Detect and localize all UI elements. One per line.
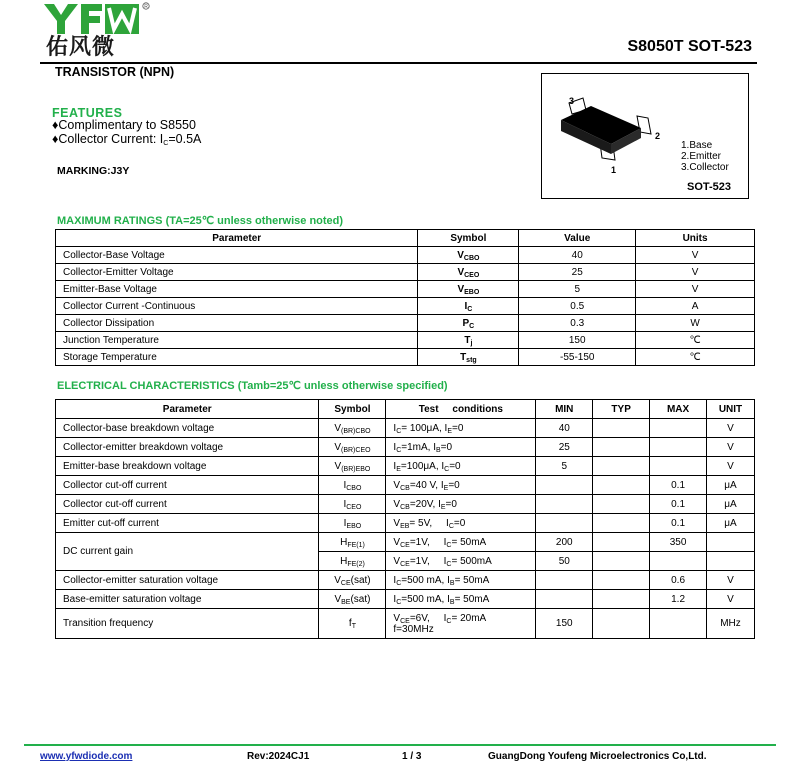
test-conditions-cell: $V_{CE}=1V$, $I_C= 500mA$ — [386, 552, 536, 571]
table-row — [56, 514, 755, 533]
package-name: SOT-523 — [687, 181, 732, 193]
company-name: GuangDong Youfeng Microelectronics Co,Ltd. — [488, 751, 707, 762]
symbol-cell: $V_{CE}(sat)$ — [319, 571, 386, 590]
table-row — [56, 571, 755, 590]
min-cell: 5 — [536, 457, 593, 476]
column-header: Units — [636, 230, 755, 247]
max-cell: 0.1 — [650, 514, 707, 533]
table-row — [56, 609, 755, 639]
max-cell — [650, 438, 707, 457]
min-cell: 150 — [536, 609, 593, 639]
max-cell: 0.6 — [650, 571, 707, 590]
pin-legend-collector: 3.Collector — [681, 162, 729, 173]
table-row — [56, 298, 755, 315]
unit-cell — [707, 533, 755, 552]
typ-cell — [593, 514, 650, 533]
column-header: UNIT — [707, 400, 755, 419]
typ-cell — [593, 590, 650, 609]
parameter-cell: Storage Temperature — [56, 349, 418, 366]
column-header: Parameter — [56, 230, 418, 247]
test-conditions-cell: $I_C= 100\mu A$, $I_E=0$ — [386, 419, 536, 438]
symbol-cell: $f_T$ — [319, 609, 386, 639]
unit-cell: μA — [707, 476, 755, 495]
min-cell: 40 — [536, 419, 593, 438]
parameter-cell: Collector Dissipation — [56, 315, 418, 332]
symbol-cell: $P_C$ — [418, 315, 519, 332]
symbol-cell: $V_{EBO}$ — [418, 281, 519, 298]
revision: Rev:2024CJ1 — [247, 751, 310, 762]
symbol-cell: $V_{CBO}$ — [418, 247, 519, 264]
page-number: 1 / 3 — [402, 751, 422, 762]
parameter-cell: Junction Temperature — [56, 332, 418, 349]
min-cell — [536, 495, 593, 514]
symbol-cell: $V_{(BR)CBO}$ — [319, 419, 386, 438]
symbol-cell: $T_{stg}$ — [418, 349, 519, 366]
test-conditions-cell: $I_C=1mA$, $I_B=0$ — [386, 438, 536, 457]
typ-cell — [593, 438, 650, 457]
symbol-cell: $T_j$ — [418, 332, 519, 349]
symbol-cell: $V_{CEO}$ — [418, 264, 519, 281]
value-cell: 0.3 — [519, 315, 636, 332]
symbol-cell: $V_{(BR)CEO}$ — [319, 438, 386, 457]
column-header: MAX — [650, 400, 707, 419]
symbol-cell: $I_{CEO}$ — [319, 495, 386, 514]
unit-cell: V — [636, 264, 755, 281]
test-conditions-cell: $V_{CE}=6V$, $I_C= 20mA$ f=30MHz — [386, 609, 536, 639]
typ-cell — [593, 533, 650, 552]
unit-cell: V — [707, 571, 755, 590]
unit-cell: V — [707, 457, 755, 476]
value-cell: 5 — [519, 281, 636, 298]
symbol-cell: $V_{BE}(sat)$ — [319, 590, 386, 609]
features-heading: FEATURES — [52, 106, 123, 120]
column-header: Symbol — [319, 400, 386, 419]
parameter-cell: Collector-emitter breakdown voltage — [56, 438, 319, 457]
unit-cell: MHz — [707, 609, 755, 639]
device-type: TRANSISTOR (NPN) — [55, 65, 175, 79]
column-header: Test conditions — [386, 400, 536, 419]
column-header: Symbol — [418, 230, 519, 247]
table-row — [56, 264, 755, 281]
column-header: MIN — [536, 400, 593, 419]
pin-legend — [681, 140, 729, 173]
parameter-cell: Collector Current -Continuous — [56, 298, 418, 315]
symbol-cell: $I_C$ — [418, 298, 519, 315]
max-ratings-table — [55, 229, 755, 366]
typ-cell — [593, 571, 650, 590]
table-row — [56, 495, 755, 514]
parameter-cell: Collector-base breakdown voltage — [56, 419, 319, 438]
min-cell: 25 — [536, 438, 593, 457]
min-cell — [536, 590, 593, 609]
table-row — [56, 438, 755, 457]
pin-label-1: 1 — [611, 165, 617, 175]
parameter-cell: Emitter-Base Voltage — [56, 281, 418, 298]
unit-cell: V — [636, 281, 755, 298]
max-cell: 1.2 — [650, 590, 707, 609]
table-header-row — [56, 400, 755, 419]
typ-cell — [593, 552, 650, 571]
value-cell: 40 — [519, 247, 636, 264]
max-cell: 0.1 — [650, 476, 707, 495]
parameter-cell: DC current gain — [56, 533, 319, 571]
min-cell — [536, 514, 593, 533]
parameter-cell: Emitter-base breakdown voltage — [56, 457, 319, 476]
table-row — [56, 457, 755, 476]
max-cell: 350 — [650, 533, 707, 552]
pin-label-2: 2 — [655, 131, 661, 141]
table-row — [56, 247, 755, 264]
parameter-cell: Collector cut-off current — [56, 476, 319, 495]
table-row — [56, 332, 755, 349]
test-conditions-cell: $V_{CB}=20V$, $I_E=0$ — [386, 495, 536, 514]
parameter-cell: Collector-Base Voltage — [56, 247, 418, 264]
table-row — [56, 590, 755, 609]
part-number-title: S8050T SOT-523 — [627, 38, 752, 55]
parameter-cell: Collector cut-off current — [56, 495, 319, 514]
pin-legend-base: 1.Base — [681, 140, 713, 151]
pin-legend-emitter: 2.Emitter — [681, 151, 722, 162]
website-link[interactable]: www.yfwdiode.com — [40, 751, 133, 762]
feature-item: ♦Collector Current: $I_C=0.5A$ — [52, 132, 202, 147]
unit-cell: W — [636, 315, 755, 332]
test-conditions-cell: $V_{CB}=40$ V, $I_E=0$ — [386, 476, 536, 495]
max-ratings-heading: MAXIMUM RATINGS (TA=25℃ unless otherwise noted) — [57, 215, 344, 227]
value-cell: -55-150 — [519, 349, 636, 366]
test-conditions-cell: $I_C=500$ mA, $I_B= 50mA$ — [386, 571, 536, 590]
unit-cell: ℃ — [636, 332, 755, 349]
parameter-cell: Transition frequency — [56, 609, 319, 639]
unit-cell: V — [636, 247, 755, 264]
max-cell — [650, 457, 707, 476]
test-conditions-cell: $V_{CE}=1V$, $I_C= 50mA$ — [386, 533, 536, 552]
table-row — [56, 349, 755, 366]
parameter-cell: Base-emitter saturation voltage — [56, 590, 319, 609]
typ-cell — [593, 457, 650, 476]
typ-cell — [593, 609, 650, 639]
min-cell: 50 — [536, 552, 593, 571]
parameter-cell: Emitter cut-off current — [56, 514, 319, 533]
table-row — [56, 315, 755, 332]
footer-divider — [24, 744, 776, 746]
logo-chinese-name: 佑风微 — [46, 35, 116, 60]
table-row — [56, 533, 755, 552]
min-cell: 200 — [536, 533, 593, 552]
typ-cell — [593, 476, 650, 495]
unit-cell — [707, 552, 755, 571]
column-header: Parameter — [56, 400, 319, 419]
electrical-heading: ELECTRICAL CHARACTERISTICS (Tamb=25℃ unless otherwise specified) — [57, 380, 448, 392]
symbol-cell: $V_{(BR)EBO}$ — [319, 457, 386, 476]
table-row — [56, 281, 755, 298]
min-cell — [536, 571, 593, 590]
pin-label-3: 3 — [569, 96, 575, 106]
symbol-cell: $H_{FE(1)}$ — [319, 533, 386, 552]
parameter-cell: Collector-Emitter Voltage — [56, 264, 418, 281]
typ-cell — [593, 495, 650, 514]
unit-cell: V — [707, 590, 755, 609]
typ-cell — [593, 419, 650, 438]
symbol-cell: $H_{FE(2)}$ — [319, 552, 386, 571]
unit-cell: μA — [707, 514, 755, 533]
header-divider — [40, 62, 757, 64]
unit-cell: ℃ — [636, 349, 755, 366]
unit-cell: μA — [707, 495, 755, 514]
feature-item: ♦Complimentary to S8550 — [52, 118, 196, 132]
min-cell — [536, 476, 593, 495]
value-cell: 150 — [519, 332, 636, 349]
column-header: Value — [519, 230, 636, 247]
symbol-cell: $I_{CBO}$ — [319, 476, 386, 495]
table-header-row — [56, 230, 755, 247]
table-row — [56, 419, 755, 438]
max-cell — [650, 419, 707, 438]
svg-text:R: R — [144, 3, 148, 10]
parameter-cell: Collector-emitter saturation voltage — [56, 571, 319, 590]
value-cell: 0.5 — [519, 298, 636, 315]
value-cell: 25 — [519, 264, 636, 281]
test-conditions-cell: $I_C=500$ mA, $I_B= 50mA$ — [386, 590, 536, 609]
unit-cell: V — [707, 438, 755, 457]
table-row — [56, 476, 755, 495]
marking-code: MARKING:J3Y — [57, 165, 130, 177]
symbol-cell: $I_{EBO}$ — [319, 514, 386, 533]
max-cell — [650, 609, 707, 639]
test-conditions-cell: $V_{EB}= 5V$, $I_C=0$ — [386, 514, 536, 533]
test-conditions-cell: $I_E=100\mu A$, $I_C=0$ — [386, 457, 536, 476]
electrical-characteristics-table — [55, 399, 755, 639]
max-cell: 0.1 — [650, 495, 707, 514]
unit-cell: V — [707, 419, 755, 438]
max-cell — [650, 552, 707, 571]
column-header: TYP — [593, 400, 650, 419]
unit-cell: A — [636, 298, 755, 315]
